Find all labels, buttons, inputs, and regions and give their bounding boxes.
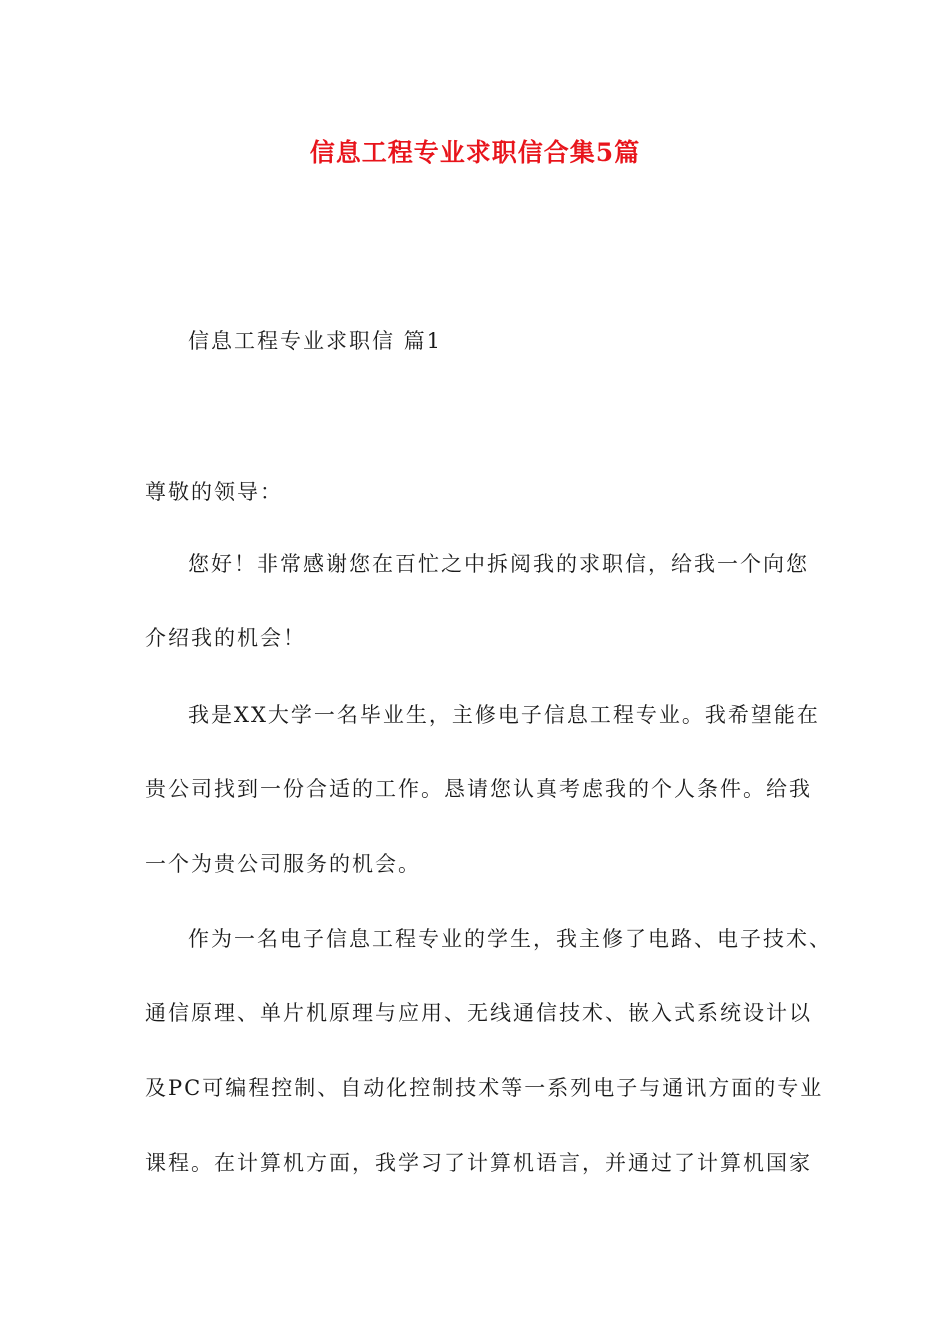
paragraph-line: 及PC可编程控制、自动化控制技术等一系列电子与通讯方面的专业 — [145, 1076, 824, 1100]
document-title: 信息工程专业求职信合集5篇 — [309, 138, 641, 167]
paragraph-line: 您好！非常感谢您在百忙之中拆阅我的求职信，给我一个向您 — [188, 552, 809, 576]
paragraph-line: 作为一名电子信息工程专业的学生，我主修了电路、电子技术、 — [188, 927, 832, 951]
paragraph-line: 一个为贵公司服务的机会。 — [145, 852, 421, 876]
paragraph-line: 通信原理、单片机原理与应用、无线通信技术、嵌入式系统设计以 — [145, 1001, 812, 1025]
paragraph-line: 贵公司找到一份合适的工作。恳请您认真考虑我的个人条件。给我 — [145, 777, 812, 801]
paragraph-line: 我是XX大学一名毕业生，主修电子信息工程专业。我希望能在 — [188, 703, 820, 727]
paragraph-line: 介绍我的机会！ — [145, 626, 306, 650]
salutation: 尊敬的领导： — [145, 480, 283, 504]
paragraph-line: 课程。在计算机方面，我学习了计算机语言，并通过了计算机国家 — [145, 1151, 812, 1175]
section-heading: 信息工程专业求职信 篇1 — [188, 329, 443, 353]
